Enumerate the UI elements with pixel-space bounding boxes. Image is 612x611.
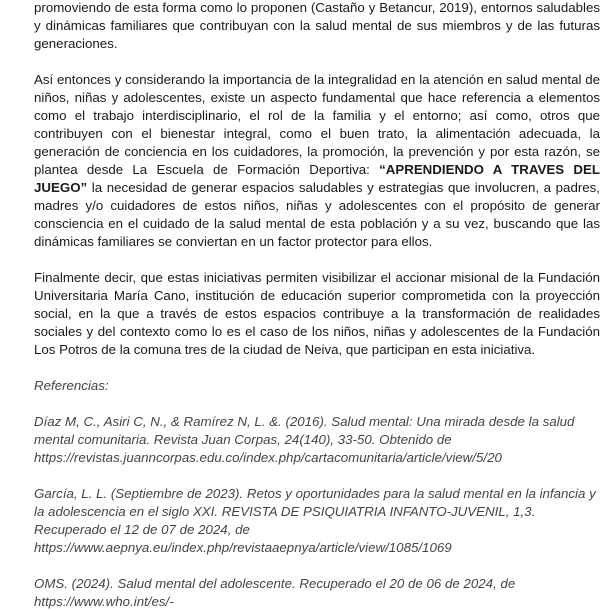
paragraph-1: promoviendo de esta forma como lo proponen (Castaño y Betancur, 2019), entornos saludables y dinámicas familiares que contribuyan con la salud mental de sus miembros y de las futuras generaciones. [34, 0, 600, 51]
paragraph-2-intro: Así entonces y considerando la importancia de la integralidad en la atención en salud mental de niños, niñas y adolescentes, existe un aspecto fundamental que hace referencia a elementos como el trabajo interdisciplinario, el rol de la familia y el entorno; así como, otros que contribuyen con el bienestar integral, como el buen trato, la alimentación adecuada, la generación de conciencia en los cuidadores, la promoción, la prevención y por esta razón, se plantea desde La Escuela de Formación Deportiva: [34, 72, 600, 177]
paragraph-2-rest: la necesidad de generar espacios saludables y estrategias que involucren, a padres, madres y/o cuidadores de estos niños, niñas y adolescentes con el propósito de generar consciencia en el cuidado de la salud mental de esta población y a su vez, buscando que las dinámicas familiares se conviertan en un factor protector para ellos. [34, 180, 600, 249]
paragraph-3: Finalmente decir, que estas iniciativas permiten visibilizar el accionar misional de la Fundación Universitaria María Cano, institución de educación superior comprometida con la proyección social, en la que a través de estos espacios contribuye a la transformación de realidades sociales y del contexto como lo es el caso de los niños, niñas y adolescentes de la Fundación Los Potros de la comuna tres de la ciudad de Neiva, que participan en esta iniciativa. [34, 270, 600, 357]
reference-item: OMS. (2024). Salud mental del adolescente. Recuperado el 20 de 06 de 2024, de https://www.who.int/es/- [34, 576, 516, 609]
paragraph-2 [34, 71, 600, 251]
program-name: “APRENDIENDO A TRAVES DEL JUEGO” [34, 162, 600, 195]
reference-item: Díaz M, C., Asiri C, N., & Ramírez N, L. &. (2016). Salud mental: Una mirada desde la salud mental comunitaria. Revista Juan Corpas, 24(140), 33-50. Obtenido de https://revistas.juanncorpas.edu.co/index.php/cartacomunitaria/article/view/5/20 [34, 414, 575, 465]
reference-item: García, L. L. (Septiembre de 2023). Retos y oportunidades para la salud mental en la infancia y la adolescencia en el siglo XXI. REVISTA DE PSIQUIATRIA INFANTO-JUVENIL, 1,3. Recuperado el 12 de 07 de 2024, de https://www.aepnya.eu/index.php/revistaaepnya/article/view/1085/1069 [34, 486, 596, 555]
references-section [34, 377, 600, 611]
references-title: Referencias: [34, 378, 109, 393]
